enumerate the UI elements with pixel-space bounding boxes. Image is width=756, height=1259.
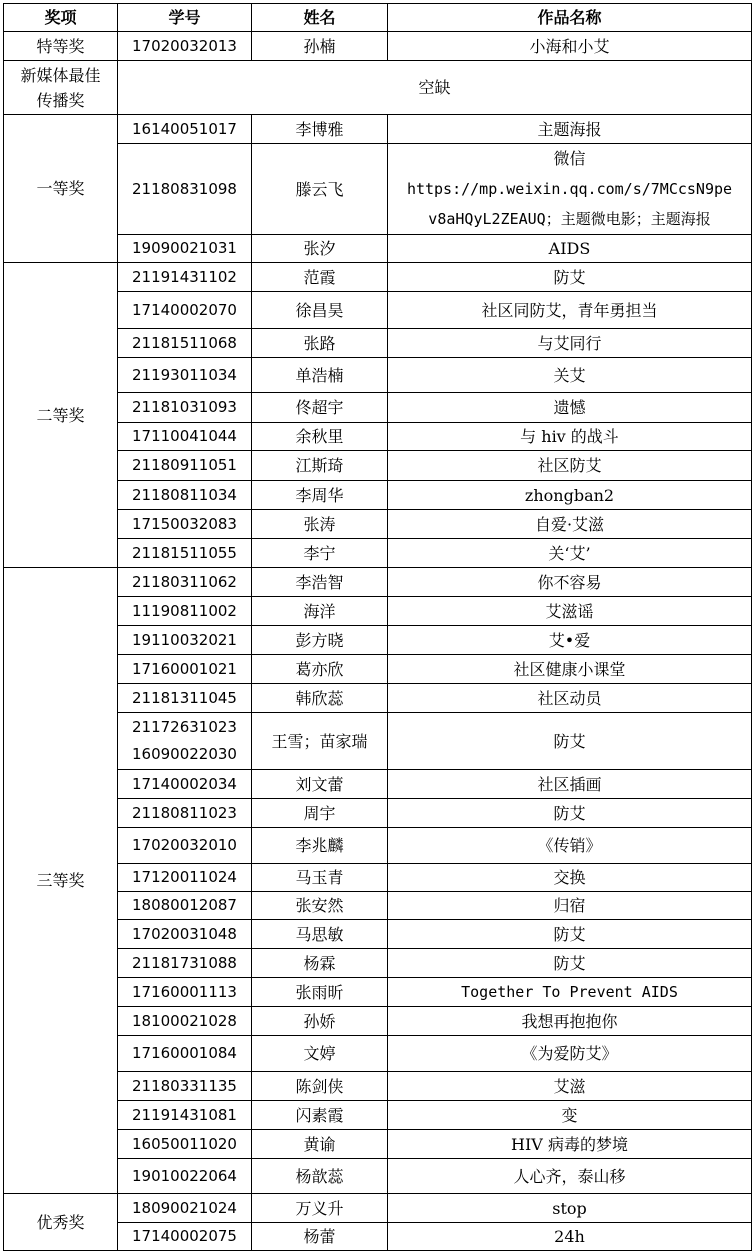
student-name-cell: 李宁 bbox=[252, 539, 388, 568]
work-title-cell bbox=[388, 626, 752, 655]
work-title-cell bbox=[388, 978, 752, 1007]
student-name-cell: 单浩楠 bbox=[252, 358, 388, 393]
header-student-id: 学号 bbox=[118, 4, 252, 32]
student-name-cell: 周宇 bbox=[252, 799, 388, 828]
work-title-cell bbox=[388, 144, 752, 235]
student-id: 21180311062 bbox=[132, 572, 237, 591]
student-name-cell: 徐昌昊 bbox=[252, 292, 388, 329]
work-title-line: v8aHQyL2ZEAUQ；主题微电影；主题海报 bbox=[428, 210, 711, 228]
work-title-line: 小海和小艾 bbox=[529, 36, 610, 56]
student-name-cell: 张路 bbox=[252, 329, 388, 358]
header-work-title: 作品名称 bbox=[388, 4, 752, 32]
award-cell: 二等奖 bbox=[4, 263, 118, 568]
work-title-cell bbox=[388, 1223, 752, 1251]
work-title-line: https://mp.weixin.qq.com/s/7MCcsN9pe bbox=[406, 180, 733, 198]
header-name: 姓名 bbox=[252, 4, 388, 32]
student-id: 21172631023 bbox=[132, 718, 237, 736]
student-name-cell: 杨霖 bbox=[252, 949, 388, 978]
work-title-line: 艾•爱 bbox=[548, 630, 591, 650]
work-title-cell bbox=[388, 799, 752, 828]
student-id: 21181731088 bbox=[132, 953, 237, 972]
student-id-cell bbox=[118, 481, 252, 510]
work-title-cell bbox=[388, 451, 752, 481]
student-id-cell bbox=[118, 799, 252, 828]
student-name-cell: 滕云飞 bbox=[252, 144, 388, 235]
award-cell: 三等奖 bbox=[4, 568, 118, 1194]
student-id-cell bbox=[118, 1159, 252, 1194]
student-id-cell bbox=[118, 115, 252, 144]
student-name-cell: 余秋里 bbox=[252, 423, 388, 451]
work-title-line: 24h bbox=[554, 1227, 585, 1246]
student-name-cell: 黄谕 bbox=[252, 1130, 388, 1159]
student-id: 17110041044 bbox=[132, 427, 237, 445]
work-title-line: zhongban2 bbox=[524, 485, 615, 505]
student-id: 17140002075 bbox=[132, 1227, 237, 1245]
table-body bbox=[4, 32, 752, 1251]
table-row bbox=[4, 1194, 752, 1223]
work-title-line: 关艾 bbox=[553, 365, 586, 385]
student-id-cell bbox=[118, 329, 252, 358]
student-id: 18090021024 bbox=[132, 1198, 237, 1217]
work-title-line: 交换 bbox=[553, 868, 586, 887]
work-title-line: 与艾同行 bbox=[537, 333, 602, 353]
work-title-cell bbox=[388, 481, 752, 510]
student-name-cell: 海洋 bbox=[252, 597, 388, 626]
work-title-line: 与 hiv 的战斗 bbox=[520, 427, 619, 446]
work-title-line: 防艾 bbox=[553, 953, 586, 973]
work-title-cell bbox=[388, 1101, 752, 1130]
work-title-cell bbox=[388, 423, 752, 451]
work-title-line: 你不容易 bbox=[537, 572, 602, 592]
student-id: 17020031048 bbox=[132, 924, 237, 943]
work-title-cell bbox=[388, 655, 752, 684]
student-id: 17160001113 bbox=[132, 982, 237, 1001]
student-id-cell bbox=[118, 235, 252, 263]
student-id-cell bbox=[118, 568, 252, 597]
work-title-cell bbox=[388, 920, 752, 949]
table-row bbox=[4, 115, 752, 144]
work-title-cell bbox=[388, 713, 752, 770]
student-id-cell bbox=[118, 626, 252, 655]
student-id-cell bbox=[118, 393, 252, 423]
student-id-cell bbox=[118, 1007, 252, 1036]
work-title-line: 艾滋 bbox=[553, 1076, 586, 1096]
work-title-line: 人心齐，泰山移 bbox=[513, 1166, 626, 1186]
student-id: 21181311045 bbox=[132, 688, 237, 707]
work-title-cell bbox=[388, 1194, 752, 1223]
student-id: 19110032021 bbox=[132, 630, 237, 649]
work-title-cell bbox=[388, 597, 752, 626]
table-row bbox=[4, 568, 752, 597]
student-id-cell bbox=[118, 1072, 252, 1101]
student-name-cell: 马思敏 bbox=[252, 920, 388, 949]
student-id: 21180831098 bbox=[132, 179, 237, 198]
header-row bbox=[4, 4, 752, 32]
student-id-cell bbox=[118, 684, 252, 713]
student-id-cell bbox=[118, 1223, 252, 1251]
work-title-line: 社区插画 bbox=[537, 774, 602, 794]
student-name-cell: 葛亦欣 bbox=[252, 655, 388, 684]
table-row bbox=[4, 263, 752, 292]
student-id: 18080012087 bbox=[132, 896, 237, 914]
student-id: 17150032083 bbox=[132, 514, 237, 533]
student-id: 17020032010 bbox=[132, 836, 237, 854]
work-title-cell bbox=[388, 864, 752, 892]
work-title-line: 艾滋谣 bbox=[545, 601, 594, 621]
work-title-cell bbox=[388, 263, 752, 292]
student-name-cell: 陈剑侠 bbox=[252, 1072, 388, 1101]
student-id-cell bbox=[118, 1130, 252, 1159]
work-title-cell bbox=[388, 892, 752, 920]
student-id: 21180331135 bbox=[132, 1076, 237, 1095]
student-id: 21191431081 bbox=[132, 1105, 237, 1124]
work-title-cell bbox=[388, 235, 752, 263]
student-id-cell bbox=[118, 539, 252, 568]
student-id: 17120011024 bbox=[132, 868, 237, 886]
work-title-cell bbox=[388, 1036, 752, 1072]
award-cell: 特等奖 bbox=[4, 32, 118, 61]
work-title-cell bbox=[388, 684, 752, 713]
work-title-cell bbox=[388, 539, 752, 568]
student-id-cell bbox=[118, 144, 252, 235]
student-id-cell bbox=[118, 423, 252, 451]
student-id: 16050011020 bbox=[132, 1134, 237, 1153]
work-title-cell bbox=[388, 568, 752, 597]
student-name-cell: 文婷 bbox=[252, 1036, 388, 1072]
work-title-line: Together To Prevent AIDS bbox=[461, 982, 678, 1001]
work-title-line: 社区防艾 bbox=[537, 456, 602, 475]
student-id: 21181511068 bbox=[132, 333, 237, 352]
student-name-cell: 王雪；苗家瑞 bbox=[252, 713, 388, 770]
work-title-line: 归宿 bbox=[553, 896, 586, 915]
work-title-cell bbox=[388, 828, 752, 864]
work-title-line: 自爱·艾滋 bbox=[534, 514, 605, 534]
student-name-cell: 孙楠 bbox=[252, 32, 388, 61]
student-id-cell bbox=[118, 892, 252, 920]
student-id: 21193011034 bbox=[132, 365, 237, 384]
student-id-cell bbox=[118, 655, 252, 684]
student-name-cell: 万义升 bbox=[252, 1194, 388, 1223]
work-title-cell bbox=[388, 1130, 752, 1159]
student-name-cell: 孙娇 bbox=[252, 1007, 388, 1036]
work-title-line: 防艾 bbox=[553, 924, 586, 944]
student-name-cell: 刘文蕾 bbox=[252, 770, 388, 799]
student-name-cell: 杨蕾 bbox=[252, 1223, 388, 1251]
awards-table bbox=[3, 3, 752, 1251]
table-row bbox=[4, 61, 752, 115]
work-title-cell bbox=[388, 510, 752, 539]
award-label-line: 新媒体最佳 bbox=[20, 65, 101, 85]
work-title-line: 《传销》 bbox=[537, 836, 602, 855]
table-row bbox=[4, 32, 752, 61]
student-id: 17160001021 bbox=[132, 659, 237, 678]
student-id: 17140002070 bbox=[132, 300, 237, 319]
award-cell bbox=[4, 61, 118, 115]
header-award: 奖项 bbox=[4, 4, 118, 32]
student-id-cell bbox=[118, 292, 252, 329]
student-id-cell bbox=[118, 1194, 252, 1223]
work-title-line: stop bbox=[552, 1198, 587, 1218]
work-title-line: 社区动员 bbox=[537, 688, 602, 708]
award-label-line: 传播奖 bbox=[36, 90, 85, 110]
student-name-cell: 张涛 bbox=[252, 510, 388, 539]
work-title-line: 关‘艾’ bbox=[548, 543, 591, 563]
student-id-cell bbox=[118, 1036, 252, 1072]
award-cell: 优秀奖 bbox=[4, 1194, 118, 1251]
work-title-cell bbox=[388, 1007, 752, 1036]
student-name-cell: 张安然 bbox=[252, 892, 388, 920]
work-title-cell bbox=[388, 1159, 752, 1194]
student-id-cell bbox=[118, 358, 252, 393]
student-name-cell: 韩欣蕊 bbox=[252, 684, 388, 713]
work-title-line: 防艾 bbox=[553, 731, 586, 751]
student-name-cell: 李浩智 bbox=[252, 568, 388, 597]
student-name-cell: 张雨昕 bbox=[252, 978, 388, 1007]
work-title-line: 主题海报 bbox=[537, 119, 602, 139]
student-id: 21180811023 bbox=[132, 803, 237, 822]
student-id: 19010022064 bbox=[132, 1166, 237, 1185]
student-id: 21181511055 bbox=[132, 543, 237, 562]
student-name-cell: 江斯琦 bbox=[252, 451, 388, 481]
work-title-cell bbox=[388, 770, 752, 799]
student-id-cell bbox=[118, 510, 252, 539]
work-title-cell bbox=[388, 292, 752, 329]
work-title-line: 社区健康小课堂 bbox=[513, 659, 626, 679]
work-title-cell bbox=[388, 32, 752, 61]
student-id-cell bbox=[118, 32, 252, 61]
student-name-cell: 范霞 bbox=[252, 263, 388, 292]
student-id: 16090022030 bbox=[132, 745, 237, 763]
student-id: 21181031093 bbox=[132, 398, 237, 416]
student-name-cell: 李博雅 bbox=[252, 115, 388, 144]
work-title-cell bbox=[388, 329, 752, 358]
student-id-cell bbox=[118, 920, 252, 949]
student-id: 11190811002 bbox=[132, 601, 237, 620]
work-title-line: 防艾 bbox=[553, 803, 586, 823]
work-title-cell bbox=[388, 358, 752, 393]
student-name-cell: 闪素霞 bbox=[252, 1101, 388, 1130]
student-id-cell bbox=[118, 828, 252, 864]
student-id-cell bbox=[118, 978, 252, 1007]
work-title-line: 《为爱防艾》 bbox=[521, 1044, 618, 1063]
work-title-line: 社区同防艾，青年勇担当 bbox=[481, 300, 658, 320]
award-cell: 一等奖 bbox=[4, 115, 118, 263]
work-title-line: 防艾 bbox=[553, 267, 586, 287]
student-id-cell bbox=[118, 263, 252, 292]
student-id: 19090021031 bbox=[132, 239, 237, 257]
work-title-cell bbox=[388, 1072, 752, 1101]
student-id-cell bbox=[118, 597, 252, 626]
student-name-cell: 杨歆蕊 bbox=[252, 1159, 388, 1194]
student-id: 18100021028 bbox=[132, 1011, 237, 1030]
student-id: 21180911051 bbox=[132, 456, 237, 474]
student-id: 21180811034 bbox=[132, 485, 237, 504]
student-id: 16140051017 bbox=[132, 119, 237, 138]
student-name-cell: 李周华 bbox=[252, 481, 388, 510]
work-title-line: 微信 bbox=[553, 149, 586, 168]
work-title-line: 变 bbox=[561, 1105, 578, 1125]
student-id: 17140002034 bbox=[132, 774, 237, 793]
student-id-cell bbox=[118, 770, 252, 799]
work-title-line: HIV 病毒的梦境 bbox=[511, 1134, 628, 1154]
student-id-cell bbox=[118, 864, 252, 892]
work-title-line: 我想再抱抱你 bbox=[521, 1011, 618, 1031]
work-title-line: 遗憾 bbox=[553, 398, 586, 417]
work-title-cell bbox=[388, 393, 752, 423]
student-name-cell: 马玉青 bbox=[252, 864, 388, 892]
student-id: 17160001084 bbox=[132, 1044, 237, 1062]
student-id-cell bbox=[118, 949, 252, 978]
student-id-cell bbox=[118, 713, 252, 770]
vacant-cell: 空缺 bbox=[118, 61, 752, 115]
student-id-cell bbox=[118, 451, 252, 481]
student-id: 21191431102 bbox=[132, 267, 237, 286]
student-name-cell: 彭方晓 bbox=[252, 626, 388, 655]
work-title-line: AIDS bbox=[548, 239, 591, 258]
student-name-cell: 张汐 bbox=[252, 235, 388, 263]
student-id: 17020032013 bbox=[132, 36, 237, 55]
student-id-cell bbox=[118, 1101, 252, 1130]
student-name-cell: 李兆麟 bbox=[252, 828, 388, 864]
student-name-cell: 佟超宇 bbox=[252, 393, 388, 423]
work-title-cell bbox=[388, 115, 752, 144]
work-title-cell bbox=[388, 949, 752, 978]
